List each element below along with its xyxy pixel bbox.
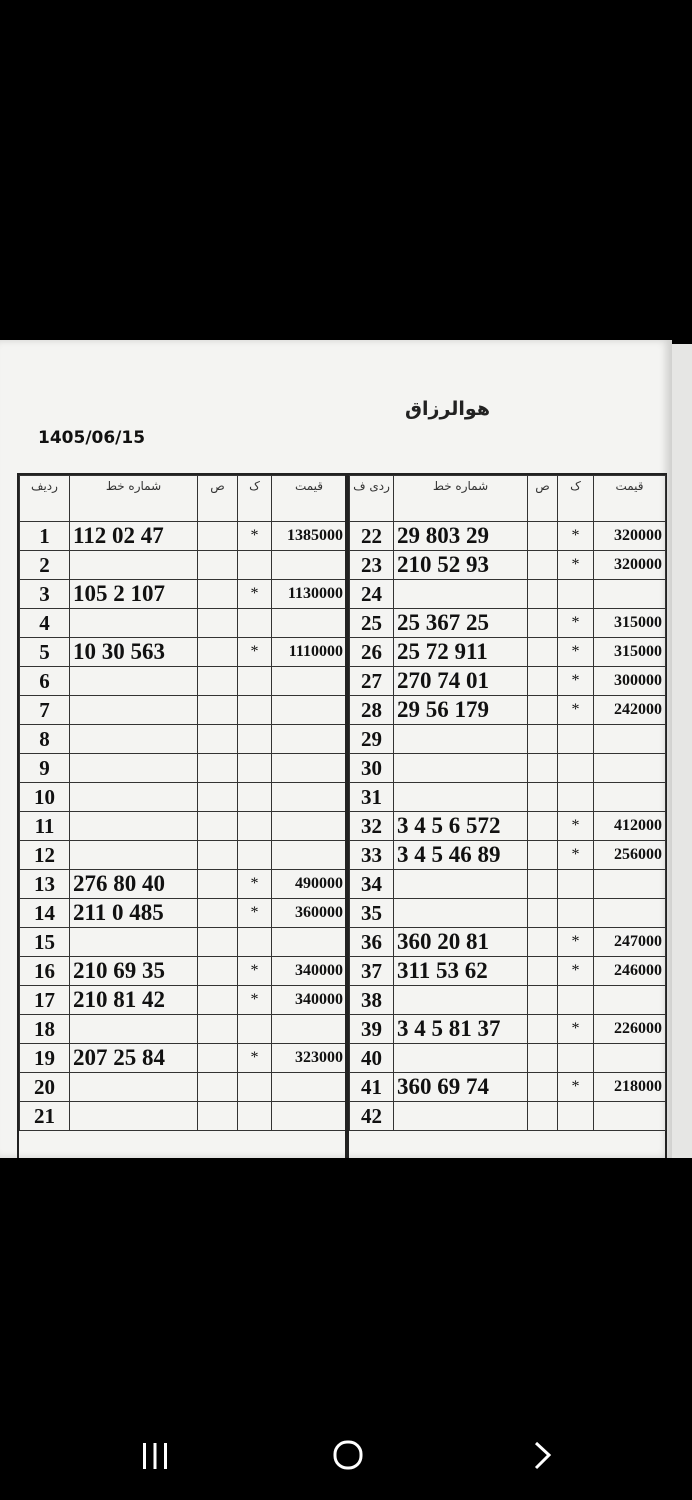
kaf-mark-cell (558, 870, 594, 899)
kaf-mark-cell: * (238, 522, 272, 551)
row-number-cell: 10 (20, 783, 70, 812)
sad-cell (198, 1073, 238, 1102)
sad-cell (528, 580, 558, 609)
row-number-cell: 19 (20, 1044, 70, 1073)
price-cell: 360000 (272, 899, 347, 928)
table-row (20, 1015, 347, 1044)
table-row (350, 783, 666, 812)
table-row (350, 812, 666, 841)
sad-cell (198, 783, 238, 812)
document-date: 1405/06/15 (38, 428, 146, 448)
right-price-table (349, 475, 666, 1131)
price-cell (272, 667, 347, 696)
row-number-cell: 20 (20, 1073, 70, 1102)
table-row (20, 1102, 347, 1131)
table-row (350, 1044, 666, 1073)
table-row (350, 754, 666, 783)
line-number-cell: 112 02 47 (70, 522, 198, 551)
line-number-cell (70, 667, 198, 696)
sad-cell (198, 899, 238, 928)
sad-cell (528, 986, 558, 1015)
line-number-cell: 10 30 563 (70, 638, 198, 667)
column-header-row: ردیف (20, 476, 70, 522)
sad-cell (528, 609, 558, 638)
table-row (20, 812, 347, 841)
table-row (20, 1044, 347, 1073)
line-number-cell: 29 803 29 (394, 522, 528, 551)
price-table (17, 473, 667, 1158)
kaf-mark-cell (558, 754, 594, 783)
line-number-cell (70, 812, 198, 841)
row-number-cell: 31 (350, 783, 394, 812)
table-row (20, 899, 347, 928)
column-header-price: قیمت (272, 476, 347, 522)
line-number-cell (70, 551, 198, 580)
kaf-mark-cell (238, 928, 272, 957)
sad-cell (198, 580, 238, 609)
row-number-cell: 9 (20, 754, 70, 783)
kaf-mark-cell: * (558, 696, 594, 725)
sad-cell (528, 812, 558, 841)
row-number-cell: 40 (350, 1044, 394, 1073)
line-number-cell: 25 72 911 (394, 638, 528, 667)
row-number-cell: 2 (20, 551, 70, 580)
back-icon (520, 1440, 564, 1472)
row-number-cell: 32 (350, 812, 394, 841)
sad-cell (198, 725, 238, 754)
row-number-cell: 35 (350, 899, 394, 928)
table-row (20, 957, 347, 986)
price-cell (272, 812, 347, 841)
sad-cell (198, 609, 238, 638)
price-cell (594, 1044, 666, 1073)
sad-cell (528, 1073, 558, 1102)
left-table-body (20, 522, 347, 1131)
table-row (350, 1015, 666, 1044)
row-number-cell: 25 (350, 609, 394, 638)
line-number-cell (70, 1073, 198, 1102)
table-row (350, 899, 666, 928)
line-number-cell (70, 1015, 198, 1044)
kaf-mark-cell (558, 1102, 594, 1131)
price-cell (594, 783, 666, 812)
kaf-mark-cell: * (558, 1015, 594, 1044)
sad-cell (528, 870, 558, 899)
system-navigation-bar (0, 1400, 692, 1500)
row-number-cell: 11 (20, 812, 70, 841)
price-cell (594, 754, 666, 783)
table-row (20, 928, 347, 957)
kaf-mark-cell: * (238, 870, 272, 899)
kaf-mark-cell (238, 754, 272, 783)
sad-cell (528, 928, 558, 957)
kaf-mark-cell (558, 725, 594, 754)
table-header-row (350, 476, 666, 522)
price-cell: 1110000 (272, 638, 347, 667)
line-number-cell: 210 52 93 (394, 551, 528, 580)
price-cell (272, 1102, 347, 1131)
sad-cell (528, 551, 558, 580)
line-number-cell: 360 69 74 (394, 1073, 528, 1102)
line-number-cell (70, 841, 198, 870)
price-cell: 490000 (272, 870, 347, 899)
price-cell: 1385000 (272, 522, 347, 551)
price-cell (594, 1102, 666, 1131)
line-number-cell (394, 725, 528, 754)
price-cell: 1130000 (272, 580, 347, 609)
price-cell (272, 1073, 347, 1102)
line-number-cell (70, 609, 198, 638)
row-number-cell: 13 (20, 870, 70, 899)
kaf-mark-cell: * (558, 957, 594, 986)
line-number-cell (394, 754, 528, 783)
price-cell: 226000 (594, 1015, 666, 1044)
home-button[interactable] (326, 1440, 370, 1472)
sad-cell (198, 1044, 238, 1073)
row-number-cell: 38 (350, 986, 394, 1015)
price-cell: 323000 (272, 1044, 347, 1073)
price-cell (272, 551, 347, 580)
row-number-cell: 4 (20, 609, 70, 638)
document-header-title: هوالرزاق (405, 398, 490, 420)
kaf-mark-cell: * (558, 667, 594, 696)
price-cell: 218000 (594, 1073, 666, 1102)
line-number-cell: 3 4 5 46 89 (394, 841, 528, 870)
kaf-mark-cell: * (238, 638, 272, 667)
table-row (20, 580, 347, 609)
kaf-mark-cell (238, 1073, 272, 1102)
line-number-cell: 270 74 01 (394, 667, 528, 696)
row-number-cell: 3 (20, 580, 70, 609)
line-number-cell (394, 870, 528, 899)
row-number-cell: 7 (20, 696, 70, 725)
line-number-cell (394, 783, 528, 812)
sad-cell (528, 696, 558, 725)
table-row (350, 841, 666, 870)
recent-apps-button[interactable] (133, 1440, 177, 1472)
row-number-cell: 24 (350, 580, 394, 609)
kaf-mark-cell (238, 841, 272, 870)
table-row (350, 522, 666, 551)
sad-cell (198, 1015, 238, 1044)
table-row (20, 551, 347, 580)
kaf-mark-cell (238, 783, 272, 812)
table-row (350, 928, 666, 957)
kaf-mark-cell: * (238, 899, 272, 928)
table-row (20, 1073, 347, 1102)
kaf-mark-cell: * (558, 609, 594, 638)
row-number-cell: 27 (350, 667, 394, 696)
table-row (20, 667, 347, 696)
table-row (20, 609, 347, 638)
kaf-mark-cell (558, 899, 594, 928)
line-number-cell (70, 725, 198, 754)
price-cell (594, 870, 666, 899)
sad-cell (198, 638, 238, 667)
sad-cell (198, 986, 238, 1015)
column-header-kaf: ک (558, 476, 594, 522)
table-row (350, 638, 666, 667)
sad-cell (198, 522, 238, 551)
sad-cell (198, 754, 238, 783)
column-header-sad: ص (528, 476, 558, 522)
table-row (20, 870, 347, 899)
price-cell: 247000 (594, 928, 666, 957)
column-header-price: قیمت (594, 476, 666, 522)
table-row (350, 580, 666, 609)
row-number-cell: 36 (350, 928, 394, 957)
row-number-cell: 34 (350, 870, 394, 899)
row-number-cell: 23 (350, 551, 394, 580)
table-row (20, 522, 347, 551)
line-number-cell: 29 56 179 (394, 696, 528, 725)
sad-cell (198, 1102, 238, 1131)
kaf-mark-cell: * (558, 551, 594, 580)
row-number-cell: 18 (20, 1015, 70, 1044)
price-cell: 256000 (594, 841, 666, 870)
kaf-mark-cell (238, 1102, 272, 1131)
line-number-cell (70, 783, 198, 812)
row-number-cell: 26 (350, 638, 394, 667)
row-number-cell: 12 (20, 841, 70, 870)
column-header-line-number: شماره خط (394, 476, 528, 522)
price-cell (272, 1015, 347, 1044)
price-cell: 246000 (594, 957, 666, 986)
sad-cell (528, 783, 558, 812)
kaf-mark-cell (238, 725, 272, 754)
sad-cell (528, 522, 558, 551)
row-number-cell: 33 (350, 841, 394, 870)
kaf-mark-cell: * (558, 812, 594, 841)
table-row (350, 551, 666, 580)
kaf-mark-cell (558, 580, 594, 609)
sad-cell (528, 1102, 558, 1131)
price-cell: 320000 (594, 551, 666, 580)
table-row (20, 986, 347, 1015)
price-cell: 340000 (272, 957, 347, 986)
table-row (350, 870, 666, 899)
kaf-mark-cell (238, 696, 272, 725)
row-number-cell: 28 (350, 696, 394, 725)
row-number-cell: 14 (20, 899, 70, 928)
kaf-mark-cell: * (558, 841, 594, 870)
row-number-cell: 1 (20, 522, 70, 551)
table-row (20, 725, 347, 754)
table-row (20, 841, 347, 870)
line-number-cell: 207 25 84 (70, 1044, 198, 1073)
row-number-cell: 29 (350, 725, 394, 754)
row-number-cell: 22 (350, 522, 394, 551)
price-cell (272, 783, 347, 812)
kaf-mark-cell (238, 1015, 272, 1044)
line-number-cell (394, 899, 528, 928)
line-number-cell: 3 4 5 81 37 (394, 1015, 528, 1044)
line-number-cell: 276 80 40 (70, 870, 198, 899)
line-number-cell: 211 0 485 (70, 899, 198, 928)
price-cell: 315000 (594, 609, 666, 638)
document-photo (0, 340, 672, 1158)
sad-cell (528, 899, 558, 928)
sad-cell (198, 696, 238, 725)
table-header-row (20, 476, 347, 522)
sad-cell (528, 1015, 558, 1044)
line-number-cell (70, 1102, 198, 1131)
sad-cell (198, 667, 238, 696)
line-number-cell (394, 1044, 528, 1073)
kaf-mark-cell: * (558, 522, 594, 551)
kaf-mark-cell: * (558, 928, 594, 957)
price-cell (594, 725, 666, 754)
kaf-mark-cell: * (238, 1044, 272, 1073)
row-number-cell: 42 (350, 1102, 394, 1131)
price-cell: 320000 (594, 522, 666, 551)
line-number-cell (394, 986, 528, 1015)
line-number-cell (70, 928, 198, 957)
price-cell: 300000 (594, 667, 666, 696)
document-edge (672, 344, 692, 1158)
row-number-cell: 6 (20, 667, 70, 696)
price-cell (272, 841, 347, 870)
row-number-cell: 17 (20, 986, 70, 1015)
price-cell (272, 609, 347, 638)
column-header-row: ردی ف (350, 476, 394, 522)
row-number-cell: 15 (20, 928, 70, 957)
sad-cell (528, 1044, 558, 1073)
row-number-cell: 37 (350, 957, 394, 986)
row-number-cell: 39 (350, 1015, 394, 1044)
table-row (350, 667, 666, 696)
line-number-cell (394, 1102, 528, 1131)
kaf-mark-cell (558, 986, 594, 1015)
table-row (350, 986, 666, 1015)
sad-cell (528, 841, 558, 870)
table-row (350, 1102, 666, 1131)
price-cell (272, 754, 347, 783)
line-number-cell: 25 367 25 (394, 609, 528, 638)
table-row (20, 696, 347, 725)
row-number-cell: 8 (20, 725, 70, 754)
sad-cell (528, 957, 558, 986)
table-row (20, 754, 347, 783)
line-number-cell: 105 2 107 (70, 580, 198, 609)
price-cell (272, 928, 347, 957)
table-row (20, 638, 347, 667)
back-button[interactable] (520, 1440, 564, 1472)
price-cell (272, 725, 347, 754)
kaf-mark-cell: * (238, 580, 272, 609)
column-header-sad: ص (198, 476, 238, 522)
price-cell (594, 899, 666, 928)
kaf-mark-cell (238, 551, 272, 580)
row-number-cell: 5 (20, 638, 70, 667)
row-number-cell: 21 (20, 1102, 70, 1131)
sad-cell (198, 957, 238, 986)
sad-cell (198, 928, 238, 957)
price-cell (594, 580, 666, 609)
right-table-body (350, 522, 666, 1131)
kaf-mark-cell (238, 812, 272, 841)
line-number-cell: 3 4 5 6 572 (394, 812, 528, 841)
left-price-table (19, 475, 347, 1131)
price-cell (272, 696, 347, 725)
column-header-kaf: ک (238, 476, 272, 522)
table-row (20, 783, 347, 812)
line-number-cell (394, 580, 528, 609)
kaf-mark-cell: * (238, 957, 272, 986)
sad-cell (528, 667, 558, 696)
kaf-mark-cell: * (558, 638, 594, 667)
sad-cell (528, 638, 558, 667)
table-row (350, 609, 666, 638)
home-icon (326, 1440, 370, 1472)
sad-cell (528, 725, 558, 754)
column-header-line-number: شماره خط (70, 476, 198, 522)
sad-cell (198, 551, 238, 580)
line-number-cell (70, 696, 198, 725)
table-row (350, 957, 666, 986)
row-number-cell: 41 (350, 1073, 394, 1102)
kaf-mark-cell: * (558, 1073, 594, 1102)
recent-apps-icon (133, 1440, 177, 1472)
table-row (350, 1073, 666, 1102)
row-number-cell: 16 (20, 957, 70, 986)
kaf-mark-cell: * (238, 986, 272, 1015)
price-cell (594, 986, 666, 1015)
sad-cell (528, 754, 558, 783)
kaf-mark-cell (558, 1044, 594, 1073)
price-cell: 340000 (272, 986, 347, 1015)
line-number-cell: 210 81 42 (70, 986, 198, 1015)
kaf-mark-cell (238, 609, 272, 638)
line-number-cell: 210 69 35 (70, 957, 198, 986)
sad-cell (198, 841, 238, 870)
line-number-cell (70, 754, 198, 783)
table-row (350, 696, 666, 725)
line-number-cell: 311 53 62 (394, 957, 528, 986)
line-number-cell: 360 20 81 (394, 928, 528, 957)
price-cell: 242000 (594, 696, 666, 725)
kaf-mark-cell (558, 783, 594, 812)
price-cell: 315000 (594, 638, 666, 667)
price-cell: 412000 (594, 812, 666, 841)
sad-cell (198, 812, 238, 841)
sad-cell (198, 870, 238, 899)
table-row (350, 725, 666, 754)
kaf-mark-cell (238, 667, 272, 696)
row-number-cell: 30 (350, 754, 394, 783)
